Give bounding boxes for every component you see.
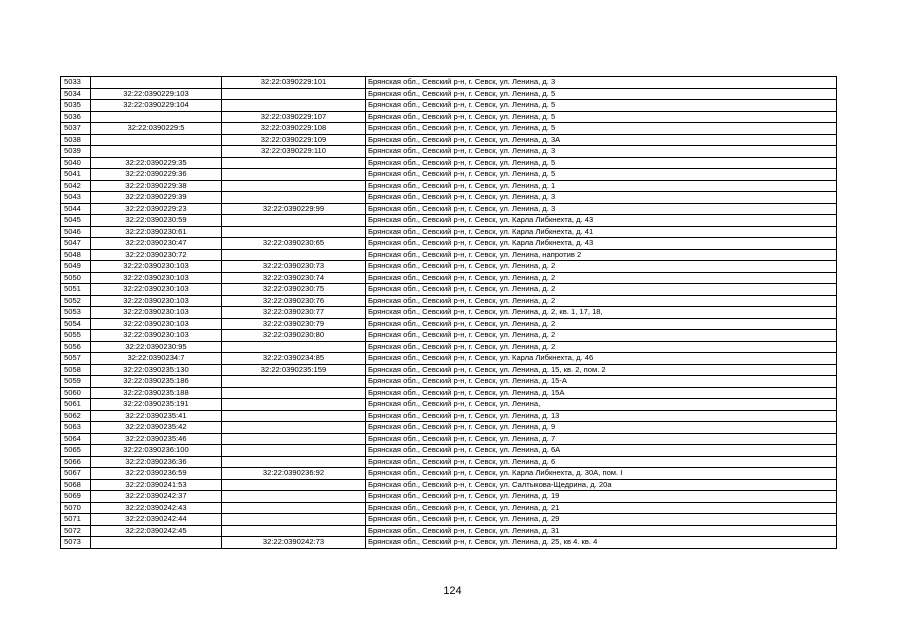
address-cell: Брянская обл., Севский р-н, г. Севск, ул. Ленина, напротив 2 (366, 249, 837, 261)
cadastral-number-2-cell: 32:22:0390229:107 (222, 111, 366, 123)
table-row (61, 146, 837, 158)
cadastral-number-1-cell: 32:22:0390229:35 (91, 157, 222, 169)
table-row (61, 295, 837, 307)
address-cell: Брянская обл., Севский р-н, г. Севск, ул. Ленина, д. 3 (366, 77, 837, 89)
cadastral-number-2-cell: 32:22:0390236:92 (222, 468, 366, 480)
table-row (61, 456, 837, 468)
cadastral-number-2-cell (222, 100, 366, 112)
cadastral-number-2-cell (222, 376, 366, 388)
cadastral-number-1-cell: 32:22:0390235:46 (91, 433, 222, 445)
address-cell: Брянская обл., Севский р-н, г. Севск, ул. Ленина, д. 3 (366, 203, 837, 215)
cadastral-number-1-cell: 32:22:0390229:104 (91, 100, 222, 112)
cadastral-number-2-cell: 32:22:0390230:79 (222, 318, 366, 330)
table-row (61, 364, 837, 376)
row-number-cell: 5048 (61, 249, 91, 261)
cadastral-number-2-cell (222, 433, 366, 445)
address-cell: Брянская обл., Севский р-н, г. Севск, ул. Салтыкова-Щедрина, д. 20а (366, 479, 837, 491)
table-row (61, 100, 837, 112)
cadastral-number-2-cell: 32:22:0390230:65 (222, 238, 366, 250)
row-number-cell: 5037 (61, 123, 91, 135)
address-cell: Брянская обл., Севский р-н, г. Севск, ул. Ленина, д. 2, кв. 1, 17, 18, (366, 307, 837, 319)
row-number-cell: 5045 (61, 215, 91, 227)
address-cell: Брянская обл., Севский р-н, г. Севск, ул. Ленина, д. 13 (366, 410, 837, 422)
cadastral-number-2-cell: 32:22:0390230:73 (222, 261, 366, 273)
cadastral-number-1-cell: 32:22:0390230:103 (91, 284, 222, 296)
address-cell: Брянская обл., Севский р-н, г. Севск, ул. Ленина, д. 5 (366, 100, 837, 112)
row-number-cell: 5054 (61, 318, 91, 330)
cadastral-number-1-cell: 32:22:0390230:103 (91, 261, 222, 273)
cadastral-number-1-cell: 32:22:0390235:130 (91, 364, 222, 376)
table-row (61, 387, 837, 399)
table-row (61, 249, 837, 261)
cadastral-number-1-cell: 32:22:0390242:44 (91, 514, 222, 526)
address-cell: Брянская обл., Севский р-н, г. Севск, ул. Ленина, д. 21 (366, 502, 837, 514)
table-row (61, 88, 837, 100)
table-row (61, 318, 837, 330)
row-number-cell: 5034 (61, 88, 91, 100)
page-number: 124 (443, 585, 462, 597)
table-body (61, 77, 837, 549)
row-number-cell: 5050 (61, 272, 91, 284)
cadastral-number-2-cell: 32:22:0390229:109 (222, 134, 366, 146)
address-cell: Брянская обл., Севский р-н, г. Севск, ул. Ленина, д. 2 (366, 295, 837, 307)
row-number-cell: 5066 (61, 456, 91, 468)
address-cell: Брянская обл., Севский р-н, г. Севск, ул. Ленина, д. 15-А (366, 376, 837, 388)
address-cell: Брянская обл., Севский р-н, г. Севск, ул. Ленина, д. 19 (366, 491, 837, 503)
row-number-cell: 5039 (61, 146, 91, 158)
row-number-cell: 5053 (61, 307, 91, 319)
row-number-cell: 5033 (61, 77, 91, 89)
table-row (61, 169, 837, 181)
row-number-cell: 5049 (61, 261, 91, 273)
address-cell: Брянская обл., Севский р-н, г. Севск, ул. Ленина, д. 5 (366, 169, 837, 181)
table-row (61, 203, 837, 215)
cadastral-number-1-cell (91, 146, 222, 158)
cadastral-number-2-cell (222, 456, 366, 468)
row-number-cell: 5042 (61, 180, 91, 192)
table-row (61, 330, 837, 342)
row-number-cell: 5043 (61, 192, 91, 204)
row-number-cell: 5059 (61, 376, 91, 388)
row-number-cell: 5064 (61, 433, 91, 445)
table-row (61, 353, 837, 365)
row-number-cell: 5061 (61, 399, 91, 411)
address-cell: Брянская обл., Севский р-н, г. Севск, ул. Ленина, д. 2 (366, 330, 837, 342)
row-number-cell: 5071 (61, 514, 91, 526)
cadastral-number-2-cell (222, 445, 366, 457)
table-row (61, 422, 837, 434)
cadastral-number-1-cell: 32:22:0390241:53 (91, 479, 222, 491)
table-row (61, 111, 837, 123)
cadastral-number-2-cell: 32:22:0390230:75 (222, 284, 366, 296)
cadastral-number-1-cell: 32:22:0390236:100 (91, 445, 222, 457)
cadastral-number-1-cell: 32:22:0390229:5 (91, 123, 222, 135)
cadastral-number-1-cell: 32:22:0390235:186 (91, 376, 222, 388)
address-cell: Брянская обл., Севский р-н, г. Севск, ул. Ленина, д. 31 (366, 525, 837, 537)
address-cell: Брянская обл., Севский р-н, г. Севск, ул. Ленина, д. 3 (366, 192, 837, 204)
address-cell: Брянская обл., Севский р-н, г. Севск, ул. Ленина, д. 7 (366, 433, 837, 445)
address-cell: Брянская обл., Севский р-н, г. Севск, ул. Ленина, д. 15, кв. 2, пом. 2 (366, 364, 837, 376)
cadastral-number-1-cell: 32:22:0390229:36 (91, 169, 222, 181)
table-row (61, 261, 837, 273)
row-number-cell: 5040 (61, 157, 91, 169)
row-number-cell: 5060 (61, 387, 91, 399)
cadastral-number-2-cell (222, 410, 366, 422)
table-row (61, 238, 837, 250)
cadastral-number-2-cell: 32:22:0390229:101 (222, 77, 366, 89)
row-number-cell: 5072 (61, 525, 91, 537)
table-row (61, 468, 837, 480)
cadastral-number-2-cell: 32:22:0390230:80 (222, 330, 366, 342)
cadastral-number-1-cell: 32:22:0390236:59 (91, 468, 222, 480)
cadastral-number-1-cell (91, 537, 222, 549)
address-cell: Брянская обл., Севский р-н, г. Севск, ул. Ленина, д. 2 (366, 284, 837, 296)
cadastral-number-1-cell: 32:22:0390242:45 (91, 525, 222, 537)
cadastral-number-2-cell: 32:22:0390229:110 (222, 146, 366, 158)
cadastral-number-1-cell: 32:22:0390235:42 (91, 422, 222, 434)
table-row (61, 77, 837, 89)
cadastral-number-2-cell (222, 157, 366, 169)
cadastral-number-2-cell (222, 479, 366, 491)
row-number-cell: 5051 (61, 284, 91, 296)
cadastral-number-2-cell (222, 514, 366, 526)
cadastral-number-1-cell: 32:22:0390242:37 (91, 491, 222, 503)
address-cell: Брянская обл., Севский р-н, г. Севск, ул. Ленина, д. 2 (366, 341, 837, 353)
cadastral-number-1-cell: 32:22:0390235:188 (91, 387, 222, 399)
row-number-cell: 5036 (61, 111, 91, 123)
table-row (61, 433, 837, 445)
address-cell: Брянская обл., Севский р-н, г. Севск, ул. Ленина, д. 9 (366, 422, 837, 434)
table-row (61, 502, 837, 514)
cadastral-number-1-cell (91, 134, 222, 146)
address-cell: Брянская обл., Севский р-н, г. Севск, ул. Ленина, д. 29 (366, 514, 837, 526)
address-cell: Брянская обл., Севский р-н, г. Севск, ул. Ленина, д. 6 (366, 456, 837, 468)
cadastral-number-2-cell (222, 422, 366, 434)
table-row (61, 537, 837, 549)
cadastral-number-1-cell: 32:22:0390235:191 (91, 399, 222, 411)
cadastral-number-2-cell (222, 192, 366, 204)
cadastral-number-1-cell: 32:22:0390230:95 (91, 341, 222, 353)
row-number-cell: 5041 (61, 169, 91, 181)
table-row (61, 215, 837, 227)
table-row (61, 226, 837, 238)
address-cell: Брянская обл., Севский р-н, г. Севск, ул. Ленина, д. 3А (366, 134, 837, 146)
cadastral-number-1-cell: 32:22:0390230:103 (91, 272, 222, 284)
address-cell: Брянская обл., Севский р-н, г. Севск, ул. Ленина, д. 5 (366, 111, 837, 123)
cadastral-number-1-cell: 32:22:0390234:7 (91, 353, 222, 365)
cadastral-number-2-cell (222, 249, 366, 261)
row-number-cell: 5056 (61, 341, 91, 353)
address-cell: Брянская обл., Севский р-н, г. Севск, ул. Ленина, д. 2 (366, 261, 837, 273)
cadastral-number-2-cell: 32:22:0390230:74 (222, 272, 366, 284)
address-cell: Брянская обл., Севский р-н, г. Севск, ул. Ленина, д. 1 (366, 180, 837, 192)
cadastral-number-1-cell (91, 111, 222, 123)
cadastral-number-1-cell: 32:22:0390229:23 (91, 203, 222, 215)
table-row (61, 157, 837, 169)
cadastral-number-2-cell: 32:22:0390230:77 (222, 307, 366, 319)
cadastral-number-1-cell: 32:22:0390236:36 (91, 456, 222, 468)
row-number-cell: 5068 (61, 479, 91, 491)
cadastral-number-2-cell: 32:22:0390235:159 (222, 364, 366, 376)
cadastral-number-2-cell: 32:22:0390242:73 (222, 537, 366, 549)
table-row (61, 180, 837, 192)
table-row (61, 514, 837, 526)
address-cell: Брянская обл., Севский р-н, г. Севск, ул. Ленина, д. 2 (366, 318, 837, 330)
table-row (61, 272, 837, 284)
table-row (61, 479, 837, 491)
row-number-cell: 5073 (61, 537, 91, 549)
row-number-cell: 5063 (61, 422, 91, 434)
cadastral-number-2-cell (222, 525, 366, 537)
cadastral-number-1-cell: 32:22:0390230:59 (91, 215, 222, 227)
cadastral-number-1-cell: 32:22:0390230:103 (91, 318, 222, 330)
address-cell: Брянская обл., Севский р-н, г. Севск, ул. Ленина, д. 5 (366, 123, 837, 135)
row-number-cell: 5058 (61, 364, 91, 376)
cadastral-number-1-cell: 32:22:0390230:72 (91, 249, 222, 261)
address-cell: Брянская обл., Севский р-н, г. Севск, ул. Карла Либкнехта, д. 43 (366, 215, 837, 227)
row-number-cell: 5047 (61, 238, 91, 250)
row-number-cell: 5067 (61, 468, 91, 480)
address-cell: Брянская обл., Севский р-н, г. Севск, ул. Ленина, д. 3 (366, 146, 837, 158)
table-row (61, 491, 837, 503)
address-cell: Брянская обл., Севский р-н, г. Севск, ул. Карла Либкнехта, д. 43 (366, 238, 837, 250)
row-number-cell: 5057 (61, 353, 91, 365)
address-cell: Брянская обл., Севский р-н, г. Севск, ул. Ленина, д. 5 (366, 88, 837, 100)
cadastral-number-2-cell (222, 387, 366, 399)
row-number-cell: 5044 (61, 203, 91, 215)
address-cell: Брянская обл., Севский р-н, г. Севск, ул. Ленина, (366, 399, 837, 411)
cadastral-number-2-cell (222, 88, 366, 100)
row-number-cell: 5062 (61, 410, 91, 422)
row-number-cell: 5065 (61, 445, 91, 457)
cadastral-number-1-cell: 32:22:0390235:41 (91, 410, 222, 422)
address-cell: Брянская обл., Севский р-н, г. Севск, ул. Карла Либкнехта, д. 30А, пом. I (366, 468, 837, 480)
cadastral-number-2-cell (222, 215, 366, 227)
cadastral-number-1-cell: 32:22:0390230:47 (91, 238, 222, 250)
cadastral-number-1-cell (91, 77, 222, 89)
cadastral-number-1-cell: 32:22:0390229:38 (91, 180, 222, 192)
row-number-cell: 5035 (61, 100, 91, 112)
cadastral-number-1-cell: 32:22:0390229:39 (91, 192, 222, 204)
cadastral-number-1-cell: 32:22:0390242:43 (91, 502, 222, 514)
address-cell: Брянская обл., Севский р-н, г. Севск, ул. Ленина, д. 25, кв 4. кв. 4 (366, 537, 837, 549)
row-number-cell: 5038 (61, 134, 91, 146)
address-cell: Брянская обл., Севский р-н, г. Севск, ул. Ленина, д. 6А (366, 445, 837, 457)
row-number-cell: 5069 (61, 491, 91, 503)
cadastral-number-2-cell (222, 169, 366, 181)
table-row (61, 341, 837, 353)
table-row (61, 123, 837, 135)
table-row (61, 284, 837, 296)
cadastral-number-1-cell: 32:22:0390230:103 (91, 295, 222, 307)
cadastral-number-2-cell (222, 341, 366, 353)
cadastral-table (60, 76, 837, 549)
address-cell: Брянская обл., Севский р-н, г. Севск, ул. Ленина, д. 15А (366, 387, 837, 399)
cadastral-number-2-cell (222, 399, 366, 411)
table-row (61, 445, 837, 457)
table-row (61, 307, 837, 319)
address-cell: Брянская обл., Севский р-н, г. Севск, ул. Ленина, д. 5 (366, 157, 837, 169)
cadastral-number-1-cell: 32:22:0390230:103 (91, 330, 222, 342)
cadastral-number-1-cell: 32:22:0390230:61 (91, 226, 222, 238)
table-row (61, 525, 837, 537)
table-row (61, 399, 837, 411)
address-cell: Брянская обл., Севский р-н, г. Севск, ул. Карла Либкнехта, д. 41 (366, 226, 837, 238)
table-row (61, 410, 837, 422)
cadastral-number-2-cell (222, 180, 366, 192)
address-cell: Брянская обл., Севский р-н, г. Севск, ул. Ленина, д. 2 (366, 272, 837, 284)
cadastral-number-1-cell: 32:22:0390229:103 (91, 88, 222, 100)
cadastral-number-2-cell: 32:22:0390230:76 (222, 295, 366, 307)
cadastral-number-1-cell: 32:22:0390230:103 (91, 307, 222, 319)
row-number-cell: 5052 (61, 295, 91, 307)
table-row (61, 192, 837, 204)
cadastral-number-2-cell: 32:22:0390229:99 (222, 203, 366, 215)
address-cell: Брянская обл., Севский р-н, г. Севск, ул. Карла Либкнехта, д. 46 (366, 353, 837, 365)
row-number-cell: 5055 (61, 330, 91, 342)
cadastral-number-2-cell (222, 491, 366, 503)
row-number-cell: 5046 (61, 226, 91, 238)
table-row (61, 376, 837, 388)
cadastral-number-2-cell (222, 502, 366, 514)
table-row (61, 134, 837, 146)
cadastral-number-2-cell: 32:22:0390229:108 (222, 123, 366, 135)
cadastral-number-2-cell (222, 226, 366, 238)
cadastral-number-2-cell: 32:22:0390234:85 (222, 353, 366, 365)
row-number-cell: 5070 (61, 502, 91, 514)
